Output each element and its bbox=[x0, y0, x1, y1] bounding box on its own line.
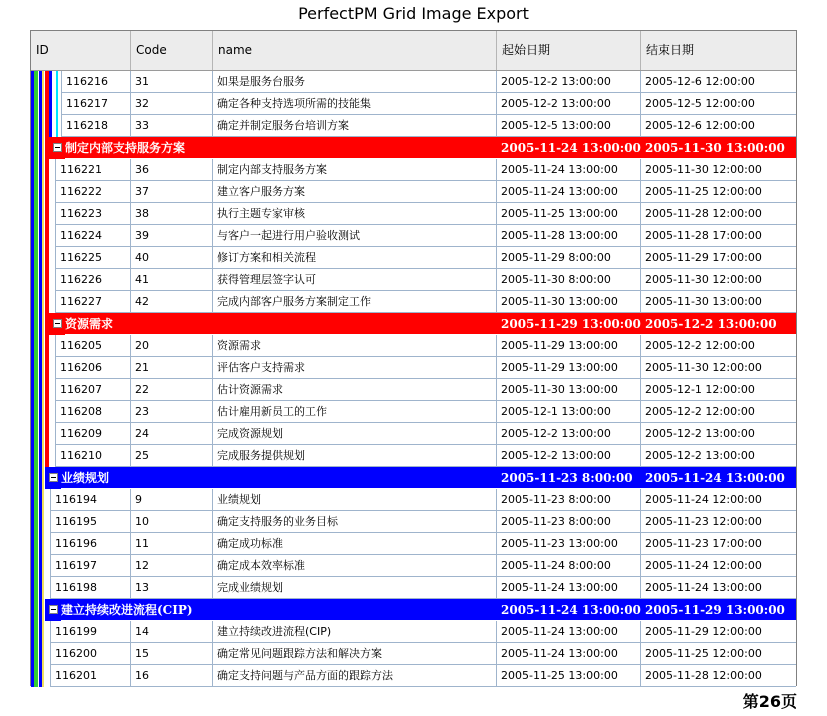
cell-code: 40 bbox=[131, 247, 213, 269]
table-row[interactable] bbox=[31, 269, 796, 291]
group-end-date: 2005-12-2 13:00:00 bbox=[641, 313, 796, 335]
cell-end-date: 2005-11-24 13:00:00 bbox=[641, 577, 796, 599]
tree-level-bar bbox=[42, 555, 44, 577]
table-row[interactable] bbox=[31, 489, 796, 511]
tree-level-bar bbox=[34, 115, 38, 137]
cell-end-date: 2005-12-5 12:00:00 bbox=[641, 93, 796, 115]
collapse-toggle-icon[interactable] bbox=[49, 473, 58, 482]
cell-start-date: 2005-11-30 13:00:00 bbox=[497, 291, 641, 313]
table-row[interactable] bbox=[31, 665, 796, 687]
cell-start-date: 2005-11-25 13:00:00 bbox=[497, 665, 641, 687]
cell-start-date: 2005-11-24 13:00:00 bbox=[497, 181, 641, 203]
group-start-date: 2005-11-23 8:00:00 bbox=[497, 467, 641, 489]
table-row[interactable] bbox=[31, 181, 796, 203]
cell-end-date: 2005-11-24 12:00:00 bbox=[641, 555, 796, 577]
cell-code: 10 bbox=[131, 511, 213, 533]
cell-end-date: 2005-12-2 12:00:00 bbox=[641, 401, 796, 423]
cell-name: 确定支持服务的业务目标 bbox=[213, 511, 497, 533]
cell-code: 12 bbox=[131, 555, 213, 577]
cell-id: 116197 bbox=[50, 555, 131, 577]
cell-code: 39 bbox=[131, 225, 213, 247]
column-header-start-date[interactable]: 起始日期 bbox=[497, 31, 641, 70]
table-row[interactable] bbox=[31, 379, 796, 401]
grid-header bbox=[31, 31, 796, 71]
tree-level-bar bbox=[34, 225, 38, 247]
cell-id: 116210 bbox=[55, 445, 131, 467]
tree-level-bar bbox=[34, 511, 38, 533]
table-row[interactable] bbox=[31, 335, 796, 357]
tree-level-bar bbox=[34, 181, 38, 203]
tree-level-bar bbox=[56, 71, 58, 93]
group-start-date: 2005-11-24 13:00:00 bbox=[497, 599, 641, 621]
cell-code: 9 bbox=[131, 489, 213, 511]
tree-level-bar bbox=[42, 577, 44, 599]
cell-end-date: 2005-11-23 17:00:00 bbox=[641, 533, 796, 555]
cell-name: 获得管理层签字认可 bbox=[213, 269, 497, 291]
cell-id: 116207 bbox=[55, 379, 131, 401]
cell-code: 42 bbox=[131, 291, 213, 313]
tree-level-bar bbox=[42, 71, 44, 93]
cell-start-date: 2005-11-29 8:00:00 bbox=[497, 247, 641, 269]
column-header-code[interactable]: Code bbox=[131, 31, 213, 70]
tree-level-bar bbox=[49, 115, 52, 137]
cell-name: 修订方案和相关流程 bbox=[213, 247, 497, 269]
cell-id: 116225 bbox=[55, 247, 131, 269]
tree-level-bar bbox=[45, 137, 49, 159]
tree-level-bar bbox=[34, 401, 38, 423]
cell-end-date: 2005-12-2 13:00:00 bbox=[641, 423, 796, 445]
cell-end-date: 2005-12-6 12:00:00 bbox=[641, 115, 796, 137]
cell-end-date: 2005-11-30 12:00:00 bbox=[641, 159, 796, 181]
cell-name: 确定并制定服务台培训方案 bbox=[213, 115, 497, 137]
cell-end-date: 2005-11-30 12:00:00 bbox=[641, 269, 796, 291]
cell-end-date: 2005-12-2 13:00:00 bbox=[641, 445, 796, 467]
cell-start-date: 2005-12-2 13:00:00 bbox=[497, 93, 641, 115]
cell-code: 16 bbox=[131, 665, 213, 687]
cell-end-date: 2005-11-23 12:00:00 bbox=[641, 511, 796, 533]
tree-level-bar bbox=[34, 159, 38, 181]
tree-level-bar bbox=[56, 93, 58, 115]
tree-level-bar bbox=[34, 93, 38, 115]
cell-end-date: 2005-11-29 17:00:00 bbox=[641, 247, 796, 269]
group-name: 建立持续改进流程(CIP) bbox=[61, 599, 497, 621]
cell-start-date: 2005-11-23 8:00:00 bbox=[497, 511, 641, 533]
table-row[interactable] bbox=[31, 247, 796, 269]
tree-level-bar bbox=[42, 93, 44, 115]
tree-level-bar bbox=[42, 445, 44, 467]
cell-start-date: 2005-11-24 13:00:00 bbox=[497, 577, 641, 599]
cell-start-date: 2005-11-25 13:00:00 bbox=[497, 203, 641, 225]
cell-start-date: 2005-11-24 13:00:00 bbox=[497, 621, 641, 643]
cell-code: 20 bbox=[131, 335, 213, 357]
cell-id: 116209 bbox=[55, 423, 131, 445]
cell-id: 116222 bbox=[55, 181, 131, 203]
cell-name: 业绩规划 bbox=[213, 489, 497, 511]
tree-level-bar bbox=[42, 357, 44, 379]
task-grid bbox=[30, 30, 797, 686]
tree-level-bar bbox=[42, 291, 44, 313]
tree-level-bar bbox=[42, 665, 44, 687]
cell-end-date: 2005-11-30 13:00:00 bbox=[641, 291, 796, 313]
table-row[interactable] bbox=[31, 533, 796, 555]
group-row[interactable] bbox=[45, 467, 796, 489]
collapse-toggle-icon[interactable] bbox=[49, 605, 58, 614]
cell-end-date: 2005-11-28 12:00:00 bbox=[641, 203, 796, 225]
export-title: PerfectPM Grid Image Export bbox=[298, 4, 529, 23]
tree-level-bar bbox=[34, 555, 38, 577]
cell-start-date: 2005-11-30 8:00:00 bbox=[497, 269, 641, 291]
cell-end-date: 2005-11-25 12:00:00 bbox=[641, 643, 796, 665]
table-row[interactable] bbox=[31, 423, 796, 445]
cell-start-date: 2005-12-2 13:00:00 bbox=[497, 445, 641, 467]
tree-level-bar bbox=[42, 159, 44, 181]
table-row[interactable] bbox=[31, 357, 796, 379]
cell-name: 确定常见问题跟踪方法和解决方案 bbox=[213, 643, 497, 665]
cell-end-date: 2005-11-28 17:00:00 bbox=[641, 225, 796, 247]
cell-end-date: 2005-11-30 12:00:00 bbox=[641, 357, 796, 379]
tree-level-bar bbox=[49, 93, 52, 115]
cell-end-date: 2005-11-28 12:00:00 bbox=[641, 665, 796, 687]
cell-id: 116224 bbox=[55, 225, 131, 247]
tree-level-bar bbox=[42, 269, 44, 291]
group-row[interactable] bbox=[45, 599, 796, 621]
cell-start-date: 2005-11-24 13:00:00 bbox=[497, 643, 641, 665]
tree-level-bar bbox=[34, 335, 38, 357]
table-row[interactable] bbox=[31, 555, 796, 577]
group-start-date: 2005-11-24 13:00:00 bbox=[497, 137, 641, 159]
table-row[interactable] bbox=[31, 225, 796, 247]
cell-start-date: 2005-12-1 13:00:00 bbox=[497, 401, 641, 423]
cell-start-date: 2005-11-23 8:00:00 bbox=[497, 489, 641, 511]
cell-code: 38 bbox=[131, 203, 213, 225]
cell-code: 23 bbox=[131, 401, 213, 423]
tree-level-bar bbox=[34, 247, 38, 269]
cell-code: 21 bbox=[131, 357, 213, 379]
cell-end-date: 2005-12-1 12:00:00 bbox=[641, 379, 796, 401]
tree-level-bar bbox=[42, 643, 44, 665]
tree-level-bar bbox=[34, 269, 38, 291]
tree-gutter bbox=[31, 137, 49, 159]
cell-code: 33 bbox=[131, 115, 213, 137]
cell-start-date: 2005-11-29 13:00:00 bbox=[497, 357, 641, 379]
tree-level-bar bbox=[45, 445, 49, 467]
cell-end-date: 2005-11-24 12:00:00 bbox=[641, 489, 796, 511]
cell-code: 13 bbox=[131, 577, 213, 599]
cell-code: 11 bbox=[131, 533, 213, 555]
cell-end-date: 2005-12-6 12:00:00 bbox=[641, 71, 796, 93]
tree-level-bar bbox=[45, 203, 49, 225]
group-end-date: 2005-11-24 13:00:00 bbox=[641, 467, 796, 489]
tree-level-bar bbox=[34, 203, 38, 225]
group-end-date: 2005-11-29 13:00:00 bbox=[641, 599, 796, 621]
table-row[interactable] bbox=[31, 445, 796, 467]
tree-level-bar bbox=[34, 665, 38, 687]
tree-level-bar bbox=[34, 489, 38, 511]
cell-name: 完成服务提供规划 bbox=[213, 445, 497, 467]
tree-level-bar bbox=[45, 313, 49, 335]
cell-id: 116199 bbox=[50, 621, 131, 643]
tree-level-bar bbox=[45, 335, 49, 357]
cell-id: 116205 bbox=[55, 335, 131, 357]
tree-gutter bbox=[31, 313, 49, 335]
tree-level-bar bbox=[34, 379, 38, 401]
cell-name: 执行主题专家审核 bbox=[213, 203, 497, 225]
tree-level-bar bbox=[34, 445, 38, 467]
cell-end-date: 2005-11-25 12:00:00 bbox=[641, 181, 796, 203]
tree-level-bar bbox=[34, 137, 38, 159]
cell-start-date: 2005-12-2 13:00:00 bbox=[497, 423, 641, 445]
cell-start-date: 2005-12-2 13:00:00 bbox=[497, 71, 641, 93]
cell-id: 116200 bbox=[50, 643, 131, 665]
cell-name: 估计资源需求 bbox=[213, 379, 497, 401]
group-name: 资源需求 bbox=[65, 313, 497, 335]
collapse-toggle-icon[interactable] bbox=[53, 319, 62, 328]
cell-name: 制定内部支持服务方案 bbox=[213, 159, 497, 181]
page-number: 第26页 bbox=[742, 692, 797, 711]
tree-level-bar bbox=[42, 511, 44, 533]
cell-name: 确定支持问题与产品方面的跟踪方法 bbox=[213, 665, 497, 687]
cell-start-date: 2005-11-29 13:00:00 bbox=[497, 335, 641, 357]
tree-level-bar bbox=[42, 181, 44, 203]
tree-level-bar bbox=[42, 335, 44, 357]
tree-level-bar bbox=[45, 401, 49, 423]
tree-level-bar bbox=[34, 621, 38, 643]
cell-name: 确定各种支持选项所需的技能集 bbox=[213, 93, 497, 115]
cell-id: 116201 bbox=[50, 665, 131, 687]
table-row[interactable] bbox=[31, 401, 796, 423]
column-header-id[interactable]: ID bbox=[31, 31, 131, 70]
cell-name: 确定成本效率标准 bbox=[213, 555, 497, 577]
tree-level-bar bbox=[34, 599, 38, 621]
table-row[interactable] bbox=[31, 93, 796, 115]
tree-level-bar bbox=[34, 533, 38, 555]
cell-code: 41 bbox=[131, 269, 213, 291]
cell-name: 评估客户支持需求 bbox=[213, 357, 497, 379]
cell-start-date: 2005-11-28 13:00:00 bbox=[497, 225, 641, 247]
cell-id: 116196 bbox=[50, 533, 131, 555]
cell-id: 116223 bbox=[55, 203, 131, 225]
tree-level-bar bbox=[34, 291, 38, 313]
tree-level-bar bbox=[42, 489, 44, 511]
cell-code: 36 bbox=[131, 159, 213, 181]
table-row[interactable] bbox=[31, 621, 796, 643]
cell-end-date: 2005-12-2 12:00:00 bbox=[641, 335, 796, 357]
tree-level-bar bbox=[42, 313, 44, 335]
table-row[interactable] bbox=[31, 577, 796, 599]
cell-end-date: 2005-11-29 12:00:00 bbox=[641, 621, 796, 643]
tree-level-bar bbox=[45, 269, 49, 291]
tree-level-bar bbox=[45, 247, 49, 269]
table-row[interactable] bbox=[31, 159, 796, 181]
cell-id: 116226 bbox=[55, 269, 131, 291]
tree-level-bar bbox=[56, 115, 58, 137]
tree-level-bar bbox=[42, 203, 44, 225]
cell-code: 32 bbox=[131, 93, 213, 115]
column-header-name[interactable]: name bbox=[213, 31, 497, 70]
cell-id: 116194 bbox=[50, 489, 131, 511]
tree-level-bar bbox=[34, 467, 38, 489]
cell-start-date: 2005-11-24 13:00:00 bbox=[497, 159, 641, 181]
group-row[interactable] bbox=[49, 137, 796, 159]
tree-level-bar bbox=[42, 137, 44, 159]
tree-level-bar bbox=[45, 291, 49, 313]
cell-name: 完成业绩规划 bbox=[213, 577, 497, 599]
cell-code: 37 bbox=[131, 181, 213, 203]
cell-name: 确定成功标准 bbox=[213, 533, 497, 555]
cell-name: 完成资源规划 bbox=[213, 423, 497, 445]
tree-gutter bbox=[31, 599, 45, 621]
tree-gutter bbox=[31, 467, 45, 489]
cell-start-date: 2005-11-24 8:00:00 bbox=[497, 555, 641, 577]
cell-id: 116195 bbox=[50, 511, 131, 533]
tree-level-bar bbox=[42, 401, 44, 423]
tree-level-bar bbox=[34, 423, 38, 445]
tree-level-bar bbox=[45, 423, 49, 445]
collapse-toggle-icon[interactable] bbox=[53, 143, 62, 152]
cell-id: 116216 bbox=[61, 71, 131, 93]
tree-level-bar bbox=[45, 379, 49, 401]
tree-level-bar bbox=[45, 225, 49, 247]
tree-level-bar bbox=[34, 357, 38, 379]
cell-code: 24 bbox=[131, 423, 213, 445]
table-row[interactable] bbox=[31, 203, 796, 225]
tree-level-bar bbox=[34, 643, 38, 665]
group-name: 业绩规划 bbox=[61, 467, 497, 489]
cell-start-date: 2005-11-30 13:00:00 bbox=[497, 379, 641, 401]
tree-level-bar bbox=[42, 225, 44, 247]
cell-id: 116206 bbox=[55, 357, 131, 379]
group-row[interactable] bbox=[49, 313, 796, 335]
table-row[interactable] bbox=[31, 115, 796, 137]
tree-level-bar bbox=[42, 423, 44, 445]
cell-name: 建立持续改进流程(CIP) bbox=[213, 621, 497, 643]
tree-level-bar bbox=[34, 71, 38, 93]
cell-name: 与客户一起进行用户验收测试 bbox=[213, 225, 497, 247]
tree-level-bar bbox=[34, 313, 38, 335]
cell-id: 116217 bbox=[61, 93, 131, 115]
tree-level-bar bbox=[42, 599, 44, 621]
cell-name: 如果是服务台服务 bbox=[213, 71, 497, 93]
cell-start-date: 2005-11-23 13:00:00 bbox=[497, 533, 641, 555]
tree-level-bar bbox=[45, 357, 49, 379]
cell-id: 116198 bbox=[50, 577, 131, 599]
cell-name: 资源需求 bbox=[213, 335, 497, 357]
tree-level-bar bbox=[49, 71, 52, 93]
cell-start-date: 2005-12-5 13:00:00 bbox=[497, 115, 641, 137]
tree-level-bar bbox=[42, 533, 44, 555]
cell-id: 116208 bbox=[55, 401, 131, 423]
cell-code: 31 bbox=[131, 71, 213, 93]
tree-level-bar bbox=[45, 181, 49, 203]
cell-code: 15 bbox=[131, 643, 213, 665]
cell-code: 14 bbox=[131, 621, 213, 643]
table-row[interactable] bbox=[31, 511, 796, 533]
tree-level-bar bbox=[42, 115, 44, 137]
cell-id: 116227 bbox=[55, 291, 131, 313]
cell-name: 估计雇用新员工的工作 bbox=[213, 401, 497, 423]
group-start-date: 2005-11-29 13:00:00 bbox=[497, 313, 641, 335]
cell-code: 22 bbox=[131, 379, 213, 401]
table-row[interactable] bbox=[31, 291, 796, 313]
cell-id: 116218 bbox=[61, 115, 131, 137]
cell-name: 完成内部客户服务方案制定工作 bbox=[213, 291, 497, 313]
tree-level-bar bbox=[42, 621, 44, 643]
cell-name: 建立客户服务方案 bbox=[213, 181, 497, 203]
cell-code: 25 bbox=[131, 445, 213, 467]
tree-level-bar bbox=[34, 577, 38, 599]
column-header-end-date[interactable]: 结束日期 bbox=[646, 43, 695, 57]
tree-level-bar bbox=[42, 247, 44, 269]
table-row[interactable] bbox=[31, 71, 796, 93]
tree-level-bar bbox=[42, 467, 44, 489]
table-row[interactable] bbox=[31, 643, 796, 665]
group-name: 制定内部支持服务方案 bbox=[65, 137, 497, 159]
group-end-date: 2005-11-30 13:00:00 bbox=[641, 137, 796, 159]
cell-id: 116221 bbox=[55, 159, 131, 181]
tree-level-bar bbox=[45, 159, 49, 181]
tree-level-bar bbox=[42, 379, 44, 401]
